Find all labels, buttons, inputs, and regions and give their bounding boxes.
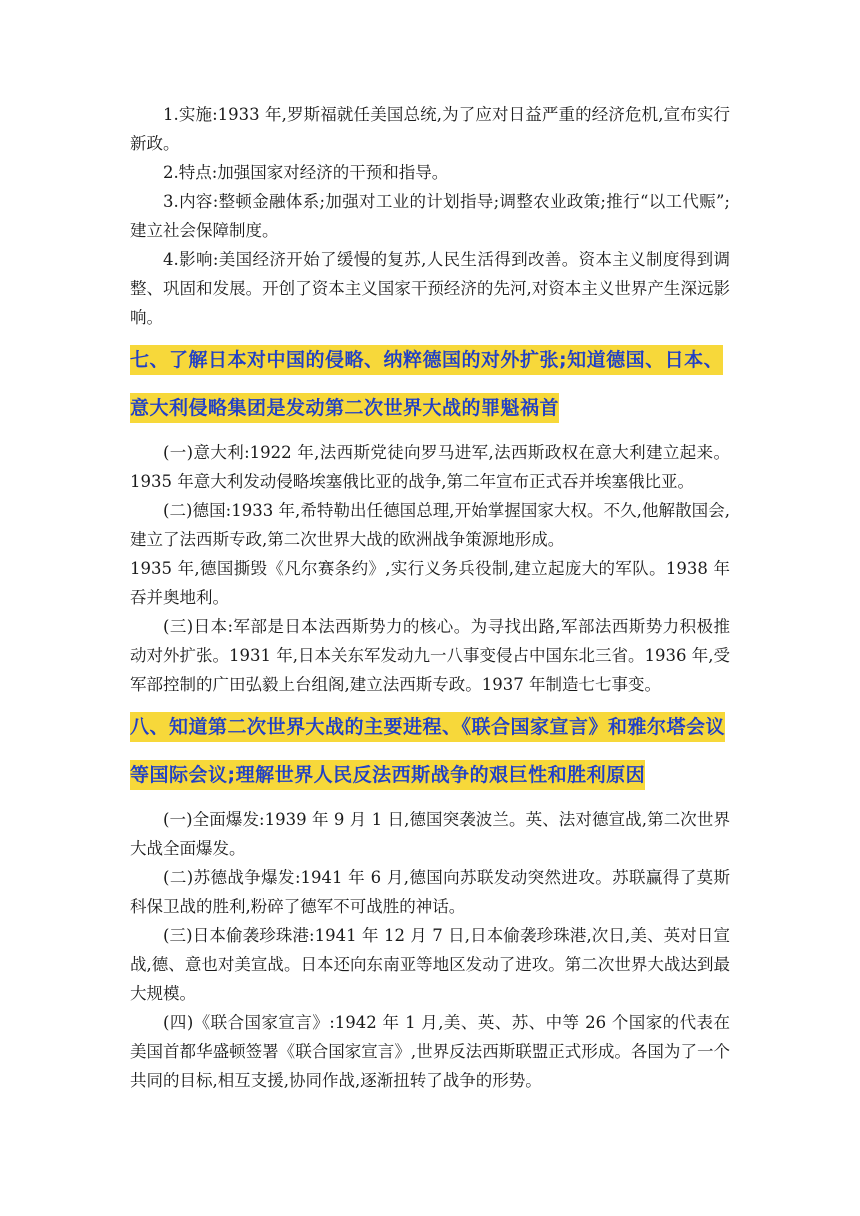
- section-seven-heading: [130, 336, 730, 432]
- germany-paragraph: (二)德国:1933 年,希特勒出任德国总理,开始掌握国家大权。不久,他解散国会,建立了法西斯专政,第二次世界大战的欧洲战争策源地形成。: [130, 501, 730, 549]
- new-deal-implementation: 1.实施:1933 年,罗斯福就任美国总统,为了应对日益严重的经济危机,宣布实行新政。: [130, 105, 730, 153]
- united-nations-declaration-paragraph: (四)《联合国家宣言》:1942 年 1 月,美、英、苏、中等 26 个国家的代表在美国首都华盛顿签署《联合国家宣言》,世界反法西斯联盟正式形成。各国为了一个共同的目标,相互支援,协同作战,逐渐扭转了战争的形势。: [130, 1013, 730, 1090]
- section-eight-heading: [130, 703, 730, 799]
- new-deal-features: 2.特点:加强国家对经济的干预和指导。: [163, 163, 449, 182]
- japan-paragraph: (三)日本:军部是日本法西斯势力的核心。为寻找出路,军部法西斯势力积极推动对外扩张。1931 年,日本关东军发动九一八事变侵占中国东北三省。1936 年,受军部控制的广田弘毅上台组阁,建立法西斯专政。1937 年制造七七事变。: [130, 617, 730, 694]
- war-outbreak-paragraph: (一)全面爆发:1939 年 9 月 1 日,德国突袭波兰。英、法对德宣战,第二次世界大战全面爆发。: [130, 810, 730, 858]
- italy-paragraph: (一)意大利:1922 年,法西斯党徒向罗马进军,法西斯政权在意大利建立起来。1935 年意大利发动侵略埃塞俄比亚的战争,第二年宣布正式吞并埃塞俄比亚。: [130, 443, 730, 491]
- section-seven-heading-text: 七、了解日本对中国的侵略、纳粹德国的对外扩张;知道德国、日本、意大利侵略集团是发动第二次世界大战的罪魁祸首: [130, 345, 723, 423]
- section-eight: [130, 703, 730, 1095]
- new-deal-section: [130, 100, 730, 332]
- section-eight-heading-text: 八、知道第二次世界大战的主要进程、《联合国家宣言》和雅尔塔会议等国际会议;理解世界人民反法西斯战争的艰巨性和胜利原因: [130, 712, 725, 790]
- new-deal-content: 3.内容:整顿金融体系;加强对工业的计划指导;调整农业政策;推行“以工代赈”;建立社会保障制度。: [130, 192, 730, 240]
- pearl-harbor-paragraph: (三)日本偷袭珍珠港:1941 年 12 月 7 日,日本偷袭珍珠港,次日,美、英对日宣战,德、意也对美宣战。日本还向东南亚等地区发动了进攻。第二次世界大战达到最大规模。: [130, 926, 730, 1003]
- germany-paragraph-continued: 1935 年,德国撕毁《凡尔赛条约》,实行义务兵役制,建立起庞大的军队。1938 年吞并奥地利。: [130, 559, 730, 607]
- section-seven: [130, 336, 730, 699]
- soviet-german-war-paragraph: (二)苏德战争爆发:1941 年 6 月,德国向苏联发动突然进攻。苏联赢得了莫斯科保卫战的胜利,粉碎了德军不可战胜的神话。: [130, 868, 730, 916]
- new-deal-impact: 4.影响:美国经济开始了缓慢的复苏,人民生活得到改善。资本主义制度得到调整、巩固和发展。开创了资本主义国家干预经济的先河,对资本主义世界产生深远影响。: [130, 250, 730, 327]
